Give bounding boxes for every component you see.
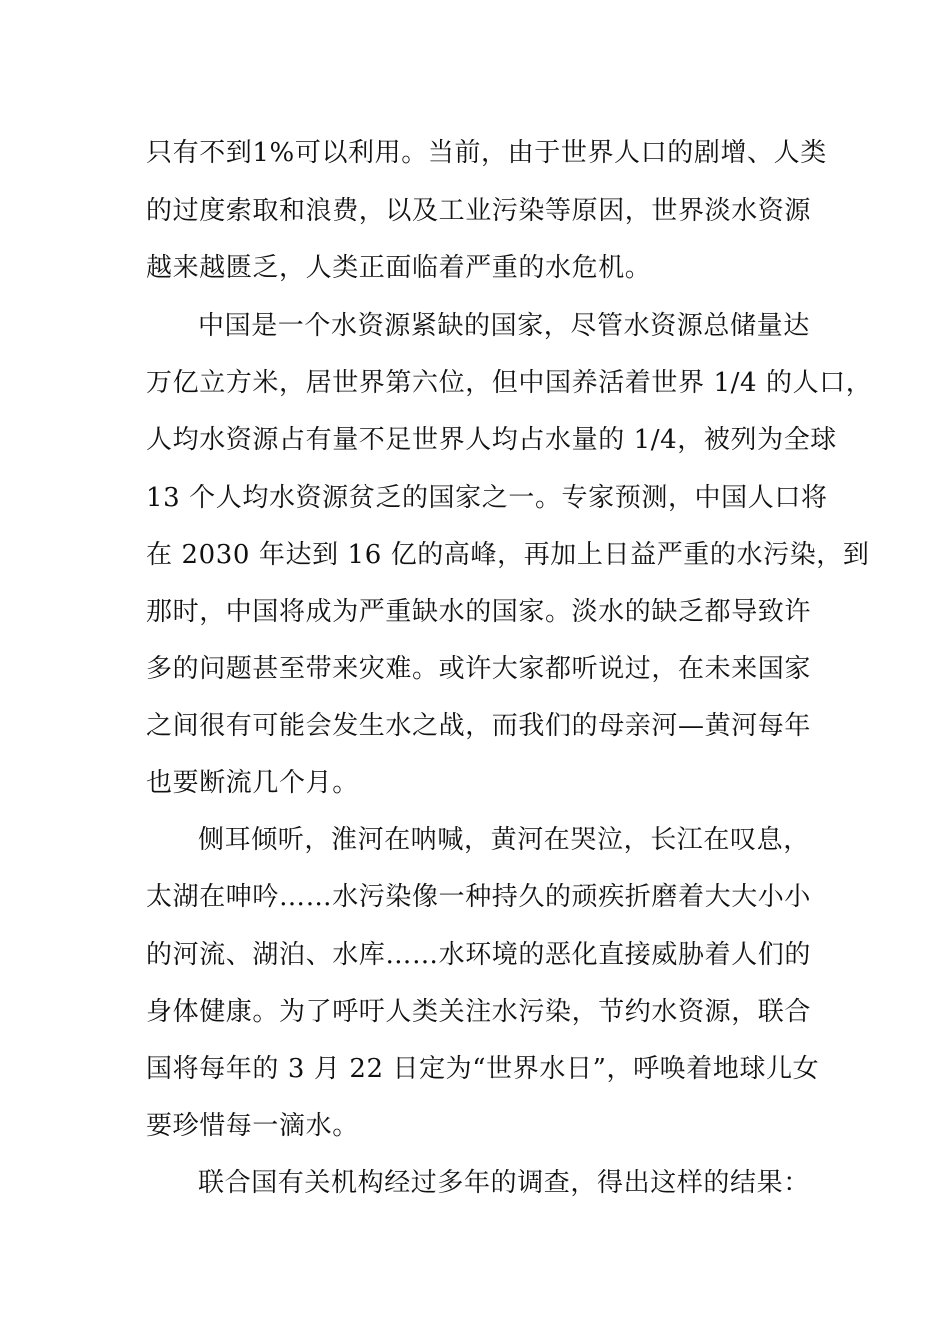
paragraph-2-line-3: 人均水资源占有量不足世界人均占水量的 1/4，被列为全球 bbox=[146, 425, 837, 455]
paragraph-3-line-2: 太湖在呻吟……水污染像一种持久的顽疾折磨着大大小小 bbox=[146, 882, 812, 912]
paragraph-3-line-5: 国将每年的 3 月 22 日定为“世界水日”，呼唤着地球儿女 bbox=[146, 1054, 820, 1084]
paragraph-3-line-3: 的河流、湖泊、水库……水环境的恶化直接威胁着人们的 bbox=[146, 940, 812, 970]
paragraph-1-line-3: 越来越匮乏，人类正面临着严重的水危机。 bbox=[146, 253, 652, 283]
paragraph-2-line-8: 之间很有可能会发生水之战，而我们的母亲河—黄河每年 bbox=[146, 711, 812, 741]
paragraph-1-line-2: 的过度索取和浪费，以及工业污染等原因，世界淡水资源 bbox=[146, 196, 812, 226]
paragraph-2-line-6: 那时，中国将成为严重缺水的国家。淡水的缺乏都导致许 bbox=[146, 597, 812, 627]
paragraph-1-line-1: 只有不到1%可以利用。当前，由于世界人口的剧增、人类 bbox=[146, 138, 827, 168]
paragraph-4-line-1: 联合国有关机构经过多年的调查，得出这样的结果： bbox=[198, 1168, 810, 1198]
paragraph-3-line-4: 身体健康。为了呼吁人类关注水污染，节约水资源，联合 bbox=[146, 997, 812, 1027]
paragraph-3-line-1: 侧耳倾听，淮河在呐喊，黄河在哭泣，长江在叹息， bbox=[198, 825, 810, 855]
paragraph-2-line-2: 万亿立方米，居世界第六位，但中国养活着世界 1/4 的人口， bbox=[146, 368, 873, 398]
paragraph-2-line-4: 13 个人均水资源贫乏的国家之一。专家预测，中国人口将 bbox=[146, 483, 828, 513]
paragraph-2-line-7: 多的问题甚至带来灾难。或许大家都听说过，在未来国家 bbox=[146, 654, 812, 684]
paragraph-2-line-9: 也要断流几个月。 bbox=[146, 768, 359, 798]
paragraph-2-line-1: 中国是一个水资源紧缺的国家，尽管水资源总储量达 bbox=[198, 311, 810, 341]
paragraph-2-line-5: 在 2030 年达到 16 亿的高峰，再加上日益严重的水污染，到 bbox=[146, 540, 870, 570]
paragraph-3-line-6: 要珍惜每一滴水。 bbox=[146, 1111, 359, 1141]
